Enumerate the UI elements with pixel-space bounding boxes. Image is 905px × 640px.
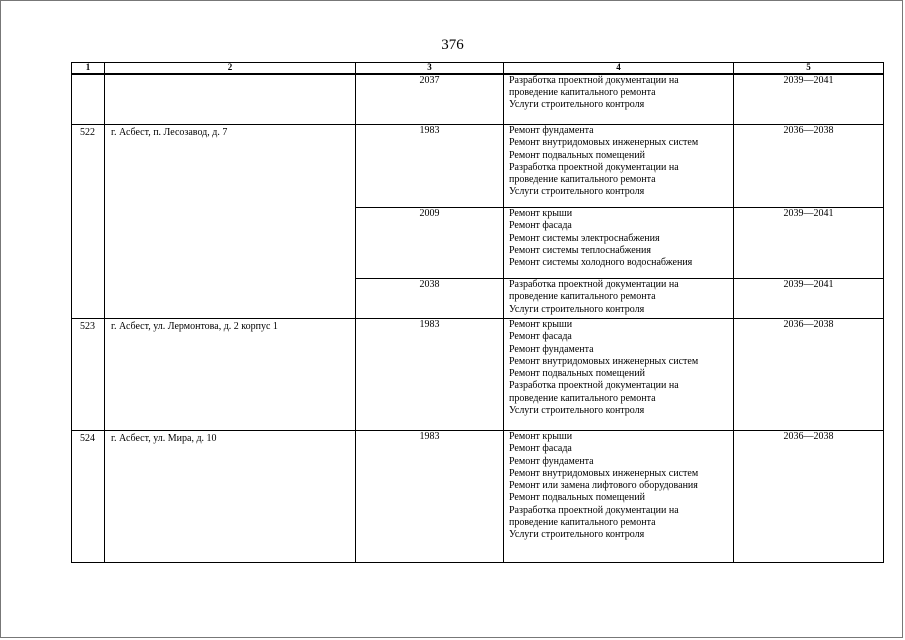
work-item: Ремонт системы теплоснабжения: [509, 244, 651, 256]
work-item: Ремонт подвальных помещений: [509, 492, 645, 504]
works-cell: [504, 125, 734, 208]
year-cell: 1983: [356, 431, 504, 563]
column-header-5: 5: [734, 63, 884, 74]
column-header-1: 1: [72, 63, 105, 74]
row-number: [72, 74, 105, 125]
work-item: проведение капитального ремонта: [509, 174, 656, 186]
column-header-4: 4: [504, 63, 734, 74]
work-item: Ремонт крыши: [509, 431, 573, 442]
period-cell: 2036—2038: [734, 319, 884, 431]
work-item: Услуги строительного контроля: [509, 303, 645, 315]
year-cell: 1983: [356, 125, 504, 208]
work-item: проведение капитального ремонта: [509, 392, 656, 404]
work-item: Ремонт крыши: [509, 208, 573, 219]
works-cell: [504, 279, 734, 319]
period-cell: 2036—2038: [734, 125, 884, 208]
table-row: [72, 431, 884, 563]
table-row: [72, 125, 884, 208]
address-cell: [105, 74, 356, 125]
works-cell: [504, 431, 734, 563]
period-cell: 2036—2038: [734, 431, 884, 563]
capital-repair-table: [71, 62, 884, 563]
work-item: Ремонт фундамента: [509, 125, 594, 136]
work-item: Ремонт фасада: [509, 443, 572, 455]
work-item: Услуги строительного контроля: [509, 99, 645, 111]
work-item: Разработка проектной документации на: [509, 161, 679, 173]
header-row: [72, 63, 884, 74]
work-item: Ремонт фасада: [509, 220, 572, 232]
period-cell: 2039—2041: [734, 279, 884, 319]
row-number: 522: [72, 125, 105, 319]
table-row: [72, 319, 884, 431]
work-item: проведение капитального ремонта: [509, 86, 656, 98]
work-item: Услуги строительного контроля: [509, 186, 645, 198]
row-number: 524: [72, 431, 105, 563]
work-item: Услуги строительного контроля: [509, 405, 645, 417]
address-cell: г. Асбест, п. Лесозавод, д. 7: [105, 125, 356, 319]
work-item: Ремонт системы электроснабжения: [509, 232, 660, 244]
work-item: Разработка проектной документации на: [509, 279, 679, 290]
row-number: 523: [72, 319, 105, 431]
work-item: Разработка проектной документации на: [509, 380, 679, 392]
work-item: Ремонт подвальных помещений: [509, 368, 645, 380]
period-cell: 2039—2041: [734, 74, 884, 125]
work-item: Разработка проектной документации на: [509, 504, 679, 516]
column-header-3: 3: [356, 63, 504, 74]
works-cell: [504, 74, 734, 125]
work-item: Ремонт крыши: [509, 319, 573, 330]
work-item: Ремонт или замена лифтового оборудования: [509, 480, 698, 492]
work-item: Разработка проектной документации на: [509, 74, 679, 86]
work-item: Ремонт внутридомовых инженерных систем: [509, 467, 699, 479]
work-item: Ремонт внутридомовых инженерных систем: [509, 137, 699, 149]
work-item: Ремонт подвальных помещений: [509, 149, 645, 161]
page-number: 376: [441, 37, 464, 53]
address-cell: г. Асбест, ул. Лермонтова, д. 2 корпус 1: [105, 319, 356, 431]
work-item: проведение капитального ремонта: [509, 517, 656, 529]
works-cell: [504, 319, 734, 431]
work-item: Услуги строительного контроля: [509, 529, 645, 541]
work-item: проведение капитального ремонта: [509, 291, 656, 303]
period-cell: 2039—2041: [734, 208, 884, 279]
work-item: Ремонт фасада: [509, 331, 572, 343]
column-header-2: 2: [105, 63, 356, 74]
table-row: [72, 74, 884, 125]
year-cell: 2038: [356, 279, 504, 319]
year-cell: 2037: [356, 74, 504, 125]
address-cell: г. Асбест, ул. Мира, д. 10: [105, 431, 356, 563]
works-cell: [504, 208, 734, 279]
year-cell: 2009: [356, 208, 504, 279]
work-item: Ремонт фундамента: [509, 455, 594, 467]
work-item: Ремонт фундамента: [509, 343, 594, 355]
work-item: Ремонт внутридомовых инженерных систем: [509, 355, 699, 367]
year-cell: 1983: [356, 319, 504, 431]
work-item: Ремонт системы холодного водоснабжения: [509, 257, 693, 269]
